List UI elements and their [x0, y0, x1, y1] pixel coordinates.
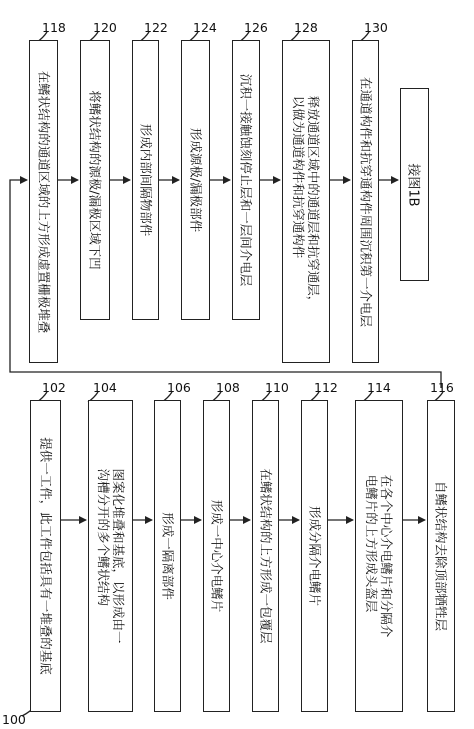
step-box-104: [88, 400, 133, 712]
step-text-130: 在通道构件和抗穿通构件周围沉积第一介电层: [358, 76, 373, 327]
ref-118: 118: [42, 20, 66, 35]
ref-102: 102: [42, 380, 66, 395]
step-text-108: 形成一中心介电鳍片: [209, 499, 224, 613]
step-box-122: [132, 40, 159, 320]
ref-114: 114: [367, 380, 391, 395]
step-text-114: 在各个中心介电鳍片和分隔介 电鳍片的上方形成头盔层: [364, 474, 394, 638]
ref-110: 110: [265, 380, 289, 395]
ref-130: 130: [364, 20, 388, 35]
step-box-130: [352, 40, 379, 363]
step-text-102: 提供一工件，此工件包括具有一堆叠的基底: [38, 437, 53, 675]
step-box-120: [80, 40, 110, 320]
ref-112: 112: [314, 380, 338, 395]
step-text-118: 在鳍状结构的通道区域的上方形成虚置栅极堆叠: [36, 70, 51, 333]
continuation-label: 接图1B: [405, 162, 420, 207]
ref-106: 106: [167, 380, 191, 395]
ref-104: 104: [93, 380, 117, 395]
step-box-110: [252, 400, 279, 712]
step-text-122: 形成内部间隔物部件: [138, 123, 153, 237]
step-box-124: [181, 40, 210, 320]
ref-122: 122: [144, 20, 168, 35]
step-box-102: [30, 400, 61, 712]
step-box-112: [301, 400, 328, 712]
step-box-116: [427, 400, 455, 712]
ref-120: 120: [93, 20, 117, 35]
step-text-104: 图案化堆叠和基底，以形成由一 沟槽分开的多个鳍状结构: [95, 468, 126, 644]
step-text-110: 在鳍状结构的上方形成一包覆层: [258, 468, 273, 644]
step-text-112: 形成分隔介电鳍片: [307, 505, 322, 607]
ref-124: 124: [193, 20, 217, 35]
step-box-128: [282, 40, 330, 363]
step-box-114: [355, 400, 403, 712]
step-box-118: [29, 40, 58, 363]
step-text-124: 形成源极/漏极部件: [188, 127, 203, 233]
ref-108: 108: [216, 380, 240, 395]
figure-number: 100: [2, 712, 26, 727]
continuation-box: [400, 88, 429, 281]
step-box-108: [203, 400, 230, 712]
step-text-120: 将鳍状结构的源极/漏极区域下凹: [87, 90, 103, 270]
step-text-128: 释放通道区域中的通道层和抗穿通层， 以做为通道构件和抗穿通构件: [291, 95, 321, 308]
step-text-116: 自鳍状结构去除顶部牺牲层: [433, 480, 449, 632]
ref-128: 128: [294, 20, 318, 35]
step-box-106: [154, 400, 181, 712]
ref-126: 126: [244, 20, 268, 35]
step-box-126: [232, 40, 260, 320]
step-text-106: 形成一隔离部件: [160, 512, 175, 600]
ref-116: 116: [430, 380, 454, 395]
step-text-126: 沉积一接触蚀刻停止层和一层间介电层: [238, 73, 254, 287]
